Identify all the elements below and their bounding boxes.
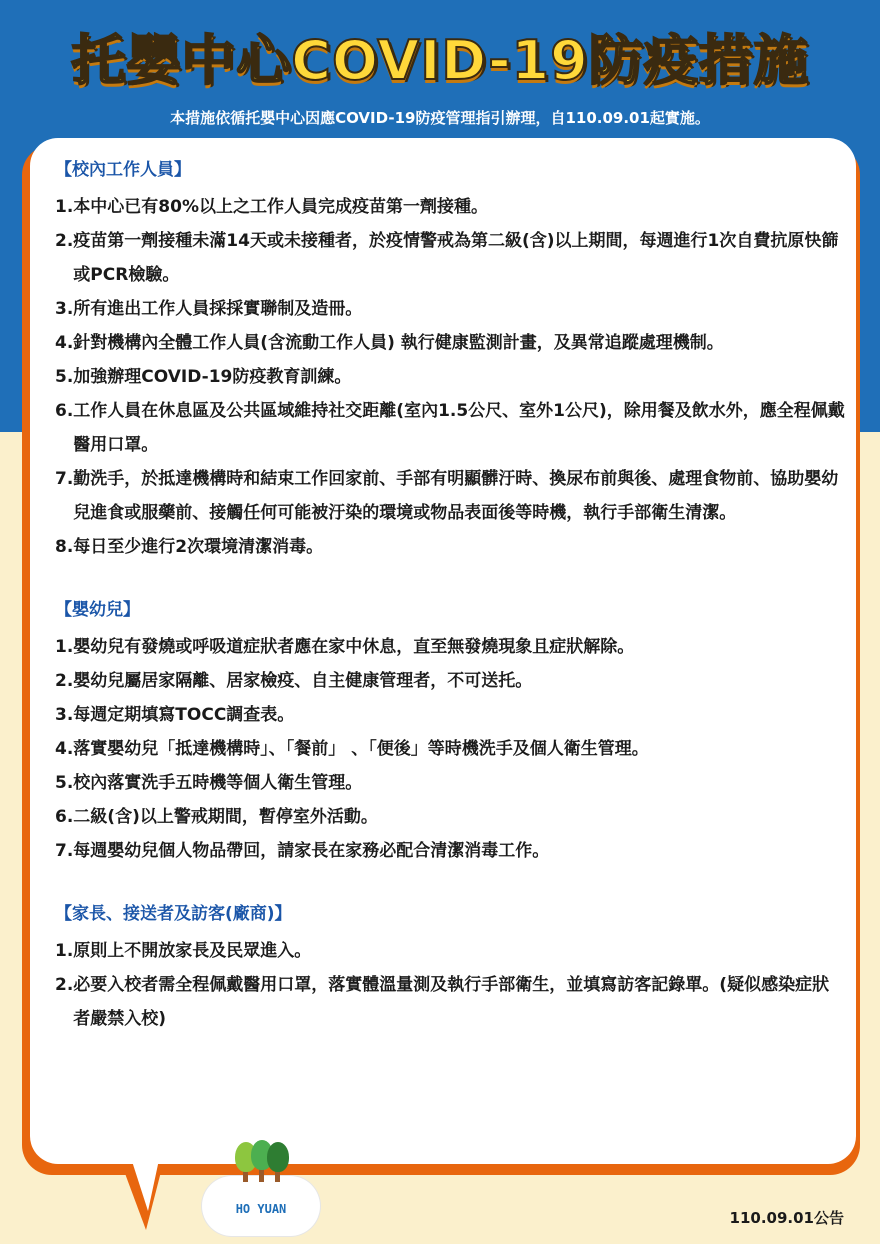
item-text: 每週定期填寫TOCC調查表。	[73, 705, 295, 725]
tree-icon	[267, 1142, 289, 1172]
item-number: 3.	[55, 705, 74, 725]
item-number: 2.	[55, 671, 74, 691]
item-number: 7.	[55, 841, 74, 861]
item-number: 2.	[55, 975, 74, 995]
item-text: 二級(含)以上警戒期間，暫停室外活動。	[73, 807, 378, 827]
item-number: 2.	[55, 231, 74, 251]
footer-notice: 110.09.01公告	[729, 1209, 844, 1227]
item-number: 6.	[55, 401, 74, 421]
item-text: 校內落實洗手五時機等個人衛生管理。	[73, 773, 363, 793]
list-item	[55, 326, 845, 360]
list-item	[55, 934, 845, 968]
list-item	[55, 394, 845, 462]
logo	[202, 1140, 320, 1238]
item-text: 嬰幼兒屬居家隔離、居家檢疫、自主健康管理者，不可送托。	[73, 671, 533, 691]
item-text: 加強辦理COVID-19防疫教育訓練。	[73, 367, 352, 387]
list-item	[55, 224, 845, 292]
staff-list	[55, 190, 845, 564]
list-item	[55, 360, 845, 394]
item-text: 每日至少進行2次環境清潔消毒。	[73, 537, 324, 557]
list-item	[55, 292, 845, 326]
item-text: 每週嬰幼兒個人物品帶回，請家長在家務必配合清潔消毒工作。	[73, 841, 550, 861]
list-item	[55, 968, 845, 1036]
item-text: 勤洗手，於抵達機構時和結束工作回家前、手部有明顯髒汙時、換尿布前與後、處理食物前、協助嬰幼兒進食或服藥前、接觸任何可能被汙染的環境或物品表面後等時機，執行手部衛生清潔。	[73, 469, 839, 523]
list-item	[55, 630, 845, 664]
list-item	[55, 732, 845, 766]
parents-list	[55, 934, 845, 1036]
item-text: 工作人員在休息區及公共區域維持社交距離(室內1.5公尺、室外1公尺)，除用餐及飲水外，應全程佩戴醫用口罩。	[73, 401, 845, 455]
content	[55, 152, 845, 1036]
list-item	[55, 530, 845, 564]
item-text: 嬰幼兒有發燒或呼吸道症狀者應在家中休息，直至無發燒現象且症狀解除。	[73, 637, 635, 657]
list-item	[55, 698, 845, 732]
list-item	[55, 834, 845, 868]
section-heading-parents: 【家長、接送者及訪客(廠商)】	[55, 904, 292, 924]
page-title: 托嬰中心COVID-19防疫措施	[71, 29, 809, 92]
item-text: 針對機構內全體工作人員(含流動工作人員) 執行健康監測計畫，及異常追蹤處理機制。	[73, 333, 724, 353]
speech-bubble-tail-inner	[130, 1155, 160, 1211]
list-item	[55, 190, 845, 224]
item-text: 必要入校者需全程佩戴醫用口罩，落實體溫量測及執行手部衛生，並填寫訪客記錄單。(疑似感染症狀者嚴禁入校)	[73, 975, 830, 1029]
item-number: 1.	[55, 637, 74, 657]
item-number: 5.	[55, 367, 74, 387]
item-number: 7.	[55, 469, 74, 489]
item-text: 落實嬰幼兒「抵達機構時」、「餐前」 、「便後」等時機洗手及個人衛生管理。	[73, 739, 649, 759]
item-number: 4.	[55, 333, 74, 353]
list-item	[55, 462, 845, 530]
item-number: 4.	[55, 739, 74, 759]
section-heading-staff: 【校內工作人員】	[55, 160, 191, 180]
item-number: 1.	[55, 941, 74, 961]
item-text: 所有進出工作人員採採實聯制及造冊。	[73, 299, 363, 319]
page-subtitle: 本措施依循托嬰中心因應COVID-19防疫管理指引辦理，自110.09.01起實施。	[170, 109, 710, 127]
item-number: 6.	[55, 807, 74, 827]
logo-text: HO YUAN	[235, 1202, 287, 1216]
list-item	[55, 800, 845, 834]
item-number: 3.	[55, 299, 74, 319]
list-item	[55, 766, 845, 800]
item-number: 5.	[55, 773, 74, 793]
item-text: 本中心已有80%以上之工作人員完成疫苗第一劑接種。	[73, 197, 488, 217]
list-item	[55, 664, 845, 698]
infants-list	[55, 630, 845, 868]
section-heading-infants: 【嬰幼兒】	[55, 600, 140, 620]
item-number: 1.	[55, 197, 74, 217]
item-text: 疫苗第一劑接種未滿14天或未接種者，於疫情警戒為第二級(含)以上期間，每週進行1次自費抗原快篩或PCR檢驗。	[73, 231, 839, 285]
item-text: 原則上不開放家長及民眾進入。	[73, 941, 312, 961]
item-number: 8.	[55, 537, 74, 557]
